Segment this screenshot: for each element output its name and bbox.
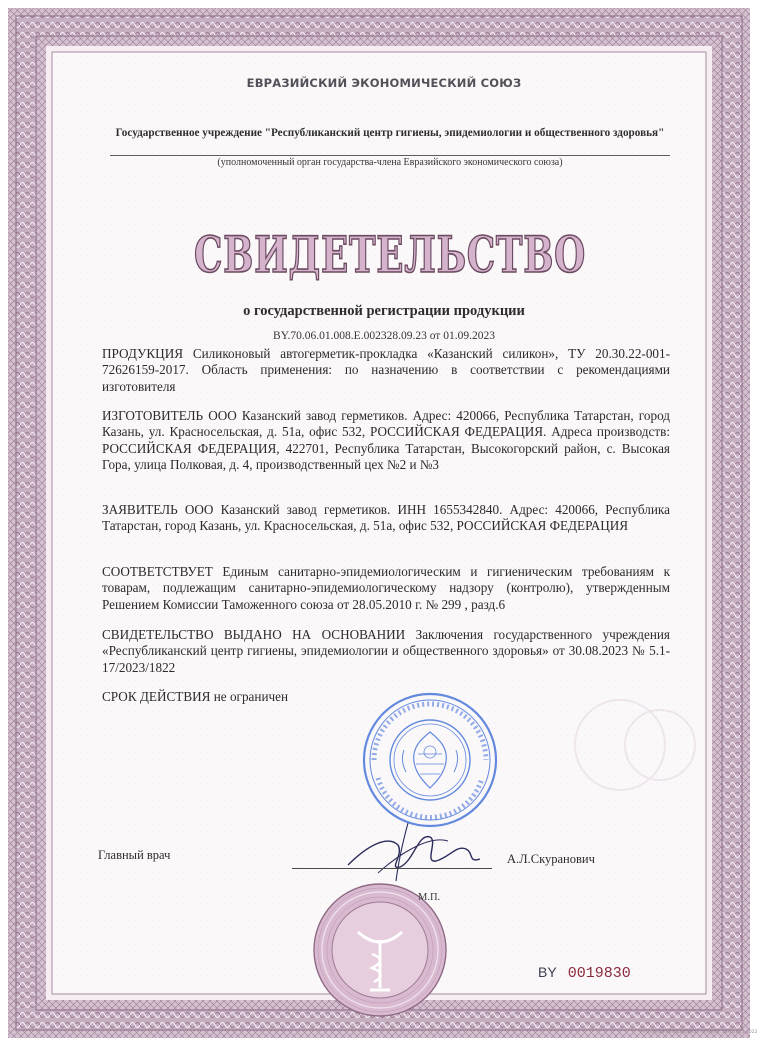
document-title xyxy=(180,222,600,288)
chief-title: Главный врач xyxy=(98,848,171,862)
section-applicant xyxy=(102,502,670,535)
section-label: СООТВЕТСТВУЕТ xyxy=(102,564,213,579)
serial-prefix: BY xyxy=(538,964,557,980)
section-text: не ограничен xyxy=(210,689,289,704)
authority-note: (уполномоченный орган государства-члена Евразийского экономического союза) xyxy=(217,157,563,168)
section-label: СРОК ДЕЙСТВИЯ xyxy=(102,689,211,704)
serial-digits: 0019830 xyxy=(567,965,631,982)
union-heading: ЕВРАЗИЙСКИЙ ЭКОНОМИЧЕСКИЙ СОЮЗ xyxy=(246,76,522,90)
section-conformity xyxy=(102,564,670,613)
section-product xyxy=(102,346,670,395)
section-text: ООО Казанский завод герметиков. ИНН 1655342840. Адрес: 420066, Республика Татарстан, город Казань, ул. Красносельская, д. 51а, офис 532, РОССИЙСКАЯ ФЕДЕРАЦИЯ xyxy=(102,502,670,534)
signature-icon xyxy=(338,815,498,885)
official-seal-icon xyxy=(360,690,500,830)
section-basis xyxy=(102,627,670,676)
section-label: ИЗГОТОВИТЕЛЬ xyxy=(102,408,204,423)
printer-note: РУ «Бумажная фабрика» Гознака, зак. 2645-2022 xyxy=(640,1030,758,1035)
institution-name: Государственное учреждение "Республиканский центр гигиены, эпидемиологии и общественного здоровья" xyxy=(115,127,665,139)
section-label: ПРОДУКЦИЯ xyxy=(102,346,184,361)
section-manufacturer xyxy=(102,408,670,474)
section-label: СВИДЕТЕЛЬСТВО ВЫДАНО НА ОСНОВАНИИ xyxy=(102,627,406,642)
signer-name: А.Л.Скуранович xyxy=(507,852,595,866)
signature-line xyxy=(292,868,492,869)
institution-underline xyxy=(110,155,670,156)
section-text: Заключения государственного учреждения «Республиканский центр гигиены, эпидемиологии и общественного здоровья» от 30.08.2023 № 5.1-17/2023/1822 xyxy=(102,627,670,675)
section-text: Силиконовый автогерметик-прокладка «Казанский силикон», ТУ 20.30.22-001-72626159-2017. Область применения: по назначению в соответствии с рекомендациями изготовителя xyxy=(102,346,670,394)
registration-number: BY.70.06.01.008.Е.002328.09.23 от 01.09.2023 xyxy=(273,330,495,342)
stamp-place-label: М.П. xyxy=(418,892,441,903)
section-label: ЗАЯВИТЕЛЬ xyxy=(102,502,178,517)
section-text: Единым санитарно-эпидемиологическим и гигиеническим требованиям к товарам, подлежащим санитарно-эпидемиологическому надзору (контролю), утвержденным Решением Комиссии Таможенного союза от 28.05.2010 г. № 299 , разд.6 xyxy=(102,564,670,612)
section-text: ООО Казанский завод герметиков. Адрес: 420066, Республика Татарстан, город Казань, ул. Красносельская, д. 51а, офис 532, РОССИЙСКАЯ ФЕДЕРАЦИЯ. Адреса производств: РОССИЙСКАЯ ФЕДЕРАЦИЯ, 422701, Республика Татарстан, Высокогорский район, с. Высокая Гора, улица Полковая, д. 4, производственный цех №2 и №3 xyxy=(102,408,670,473)
serial-number xyxy=(538,964,631,982)
svg-text:СВИДЕТЕЛЬСТВО: СВИДЕТЕЛЬСТВО xyxy=(194,225,586,284)
document-subtitle: о государственной регистрации продукции xyxy=(243,303,525,319)
